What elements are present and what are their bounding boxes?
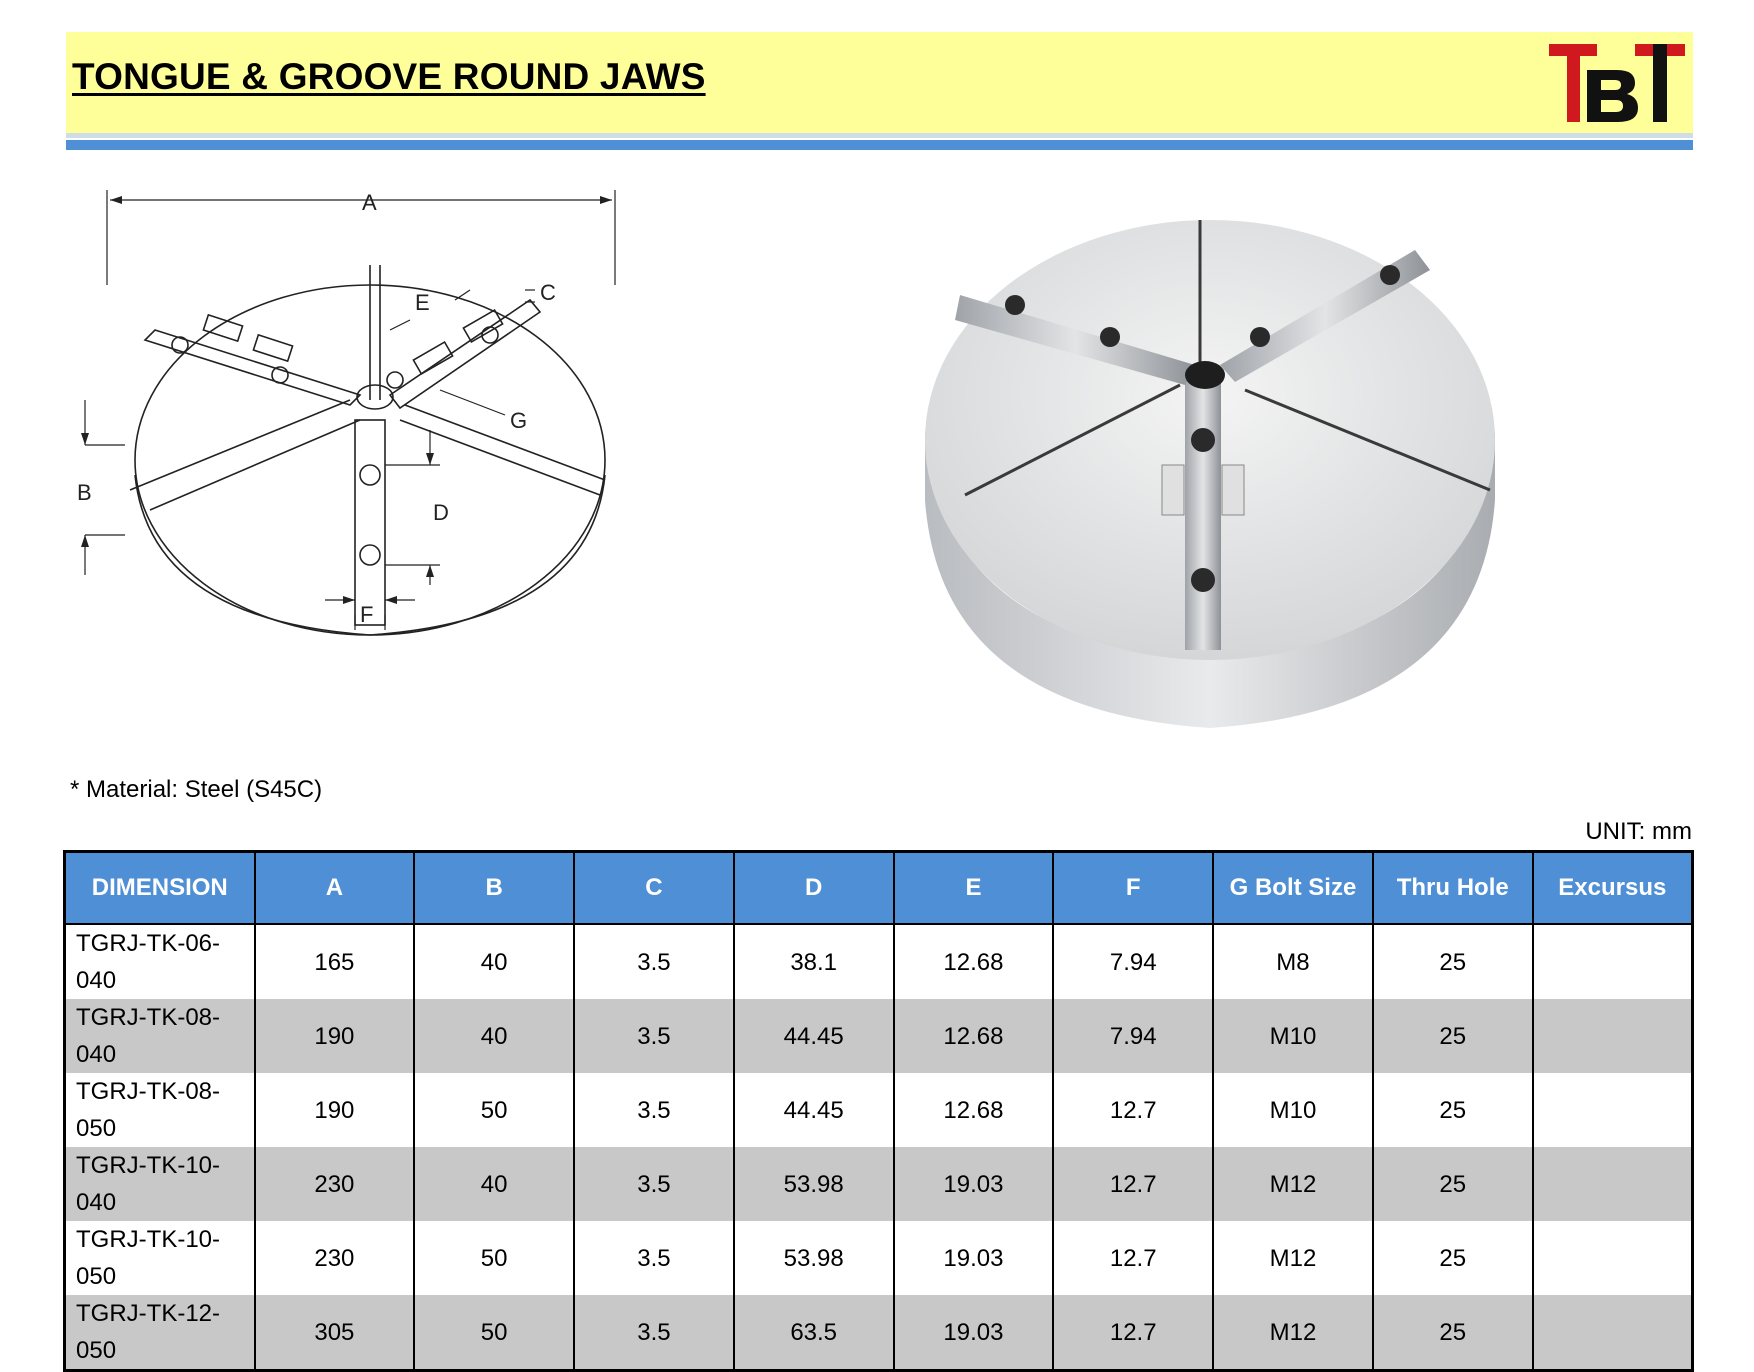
cell-c: 3.5 [574,1073,734,1147]
table-row [65,1073,1693,1147]
header-excursus: Excursus [1533,852,1693,925]
cell-g-bolt-size: M12 [1213,1295,1373,1371]
cell-c: 3.5 [574,1295,734,1371]
cell-a: 165 [255,924,415,999]
cell-a: 190 [255,999,415,1073]
header-b: B [414,852,574,925]
cell-excursus [1533,1147,1693,1221]
cell-d: 53.98 [734,1147,894,1221]
cell-c: 3.5 [574,924,734,999]
table-row [65,1221,1693,1295]
cell-f: 12.7 [1053,1147,1213,1221]
table-row [65,1147,1693,1221]
header-g-bolt-size: G Bolt Size [1213,852,1373,925]
cell-g-bolt-size: M12 [1213,1147,1373,1221]
cell-a: 230 [255,1147,415,1221]
header-c: C [574,852,734,925]
label-g: G [510,408,528,433]
cell-thru-hole: 25 [1373,924,1533,999]
cell-c: 3.5 [574,999,734,1073]
cell-thru-hole: 25 [1373,1147,1533,1221]
cell-dimension: TGRJ-TK-10-040 [65,1147,255,1221]
cell-f: 12.7 [1053,1073,1213,1147]
label-b: B [77,480,92,505]
cell-c: 3.5 [574,1147,734,1221]
cell-excursus [1533,924,1693,999]
cell-b: 50 [414,1073,574,1147]
cell-f: 12.7 [1053,1221,1213,1295]
table-header-row [65,852,1693,925]
cell-f: 7.94 [1053,924,1213,999]
cell-e: 12.68 [894,924,1054,999]
cell-b: 50 [414,1221,574,1295]
cell-dimension: TGRJ-TK-12-050 [65,1295,255,1371]
cell-b: 40 [414,924,574,999]
cell-thru-hole: 25 [1373,1073,1533,1147]
cell-e: 12.68 [894,1073,1054,1147]
cell-dimension: TGRJ-TK-08-050 [65,1073,255,1147]
cell-d: 53.98 [734,1221,894,1295]
cell-f: 12.7 [1053,1295,1213,1371]
cell-b: 40 [414,1147,574,1221]
cell-d: 44.45 [734,999,894,1073]
cell-a: 230 [255,1221,415,1295]
cell-dimension: TGRJ-TK-08-040 [65,999,255,1073]
cell-c: 3.5 [574,1221,734,1295]
tbt-logo [1547,40,1687,130]
header-f: F [1053,852,1213,925]
cell-thru-hole: 25 [1373,1295,1533,1371]
label-a: A [362,190,377,215]
cell-thru-hole: 25 [1373,1221,1533,1295]
label-f: F [360,602,374,627]
cell-a: 190 [255,1073,415,1147]
cell-g-bolt-size: M10 [1213,1073,1373,1147]
cell-dimension: TGRJ-TK-10-050 [65,1221,255,1295]
cell-dimension: TGRJ-TK-06-040 [65,924,255,999]
cell-e: 12.68 [894,999,1054,1073]
material-note: * Material: Steel (S45C) [70,776,323,803]
header-thru-hole: Thru Hole [1373,852,1533,925]
header-rule-blue [66,140,1693,150]
cell-g-bolt-size: M8 [1213,924,1373,999]
table-row [65,924,1693,999]
page-title: TONGUE & GROOVE ROUND JAWS [72,56,706,97]
label-e: E [415,290,430,315]
table-row [65,1295,1693,1371]
cell-excursus [1533,1221,1693,1295]
header-a: A [255,852,415,925]
dimension-drawing [60,190,660,710]
cell-thru-hole: 25 [1373,999,1533,1073]
header-dimension: DIMENSION [65,852,255,925]
spec-table [63,850,1694,1372]
label-c: C [540,280,556,305]
cell-b: 40 [414,999,574,1073]
header-e: E [894,852,1054,925]
cell-e: 19.03 [894,1295,1054,1371]
product-photo [900,200,1520,740]
cell-a: 305 [255,1295,415,1371]
cell-e: 19.03 [894,1221,1054,1295]
cell-excursus [1533,1295,1693,1371]
label-d: D [433,500,449,525]
table-row [65,999,1693,1073]
cell-excursus [1533,1073,1693,1147]
header-d: D [734,852,894,925]
cell-g-bolt-size: M10 [1213,999,1373,1073]
cell-g-bolt-size: M12 [1213,1221,1373,1295]
cell-d: 44.45 [734,1073,894,1147]
cell-e: 19.03 [894,1147,1054,1221]
cell-d: 63.5 [734,1295,894,1371]
cell-b: 50 [414,1295,574,1371]
cell-d: 38.1 [734,924,894,999]
cell-f: 7.94 [1053,999,1213,1073]
cell-excursus [1533,999,1693,1073]
unit-note: UNIT: mm [1585,818,1692,845]
header-rule-light [66,133,1693,138]
